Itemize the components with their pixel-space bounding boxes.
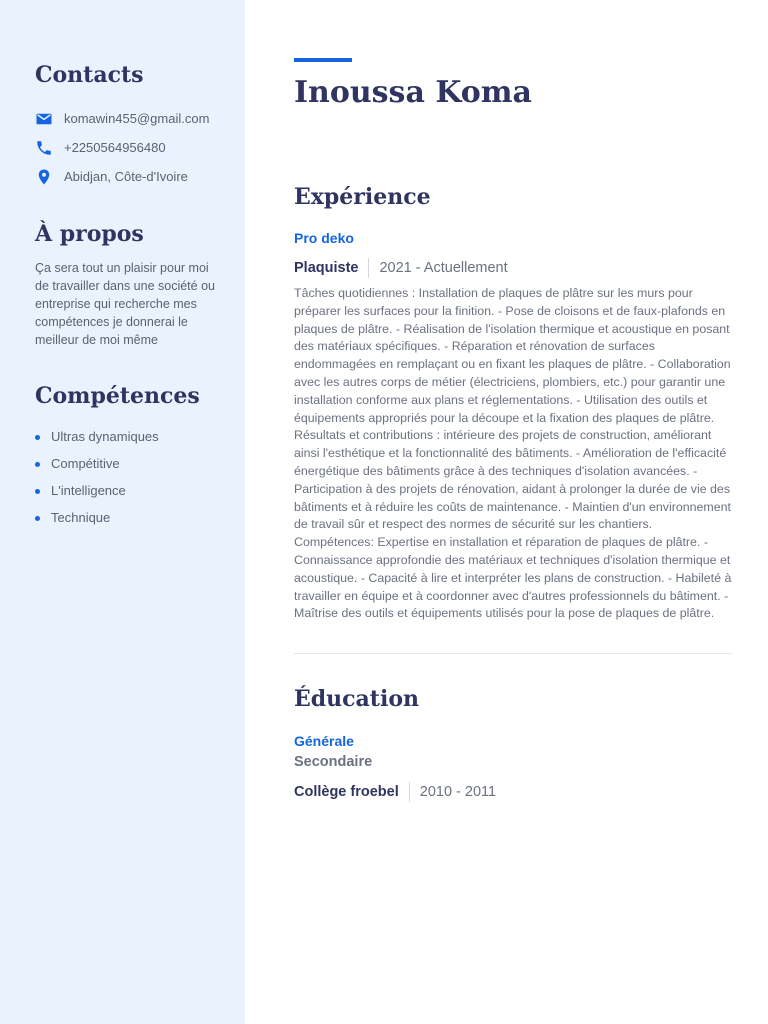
education-heading: Éducation <box>294 686 419 713</box>
contact-location <box>35 162 225 191</box>
contacts-heading: Contacts <box>35 62 144 88</box>
section-divider <box>294 653 732 654</box>
mail-icon <box>35 110 53 128</box>
main-content <box>294 58 732 803</box>
contact-email[interactable] <box>35 104 225 133</box>
phone-icon <box>35 139 53 157</box>
education-level: Secondaire <box>294 754 373 771</box>
vertical-separator <box>368 258 369 278</box>
experience-dates: 2021 - Actuellement <box>379 260 508 276</box>
contact-phone[interactable] <box>35 133 225 162</box>
sidebar <box>0 0 245 1024</box>
experience-description: Tâches quotidiennes : Installation de plaques de plâtre sur les murs pour préparer les surfaces pour la finition. - Pose de cloisons et de faux-plafonds en plaques de plâtre. - Réalisation de l'isolation thermique et acoustique en posant des matériaux spécifiques. - Réparation et rénovation de surfaces endommagées en remplaçant ou en fixant les plaques de plâtre. - Collaboration avec les autres corps de métier (électriciens, plombiers, etc.) pour garantir une installation conforme aux plans et réglementations. - Utilisation des outils et équipements appropriés pour la découpe et la fixation des plaques de plâtre. Résultats et contributions : intérieure des projets de construction, améliorant ainsi l'esthétique et la fonctionnalité des bâtiments. - Amélioration de l'efficacité énergétique des bâtiments grâce à des techniques d'isolation avancées. - Participation à des projets de rénovation, aidant à prolonger la durée de vie des bâtiments et à réduire les coûts de maintenance. - Maintien d'un environnement de travail sûr et respect des normes de sécurité sur les chantiers. Compétences: Expertise en installation et réparation de plaques de plâtre. - Connaissance approfondie des matériaux et techniques d'isolation thermique et acoustique. - Capacité à lire et interpréter les plans de construction. - Habileté à travailler en équipe et à coordonner avec d'autres professionnels du bâtiment. - Maîtrise des outils et équipements utilisés pour la pose de plaques de plâtre. <box>294 286 732 621</box>
contact-phone-text: +2250564956480 <box>64 140 166 155</box>
skills-heading: Compétences <box>35 383 200 409</box>
about-heading: À propos <box>35 221 144 247</box>
experience-company: Pro deko <box>294 230 354 246</box>
location-pin-icon <box>35 168 53 186</box>
skill-item: Ultras dynamiques <box>35 423 225 450</box>
experience-role: Plaquiste <box>294 260 359 276</box>
education-dates: 2010 - 2011 <box>419 784 497 801</box>
contact-list <box>35 104 225 191</box>
experience-heading: Expérience <box>294 184 431 210</box>
education-school-row <box>294 781 732 803</box>
contact-location-text: Abidjan, Côte-d'Ivoire <box>64 169 188 184</box>
about-text: Ça sera tout un plaisir pour moi de travailler dans une société ou entreprise qui recherche mes compétences je donnerai le meilleur de moi même <box>35 261 215 347</box>
experience-role-row <box>294 257 732 279</box>
education-field: Générale <box>294 733 354 750</box>
sidebar-content <box>35 60 225 531</box>
person-name: Inoussa Koma <box>294 75 532 110</box>
contact-email-text: komawin455@gmail.com <box>64 111 210 126</box>
skill-item: Compétitive <box>35 450 225 477</box>
skill-item: L'intelligence <box>35 477 225 504</box>
vertical-separator <box>409 782 410 802</box>
education-school: Collège froebel <box>294 784 399 801</box>
accent-bar <box>294 58 352 62</box>
skill-list <box>35 423 225 531</box>
skill-item: Technique <box>35 504 225 531</box>
